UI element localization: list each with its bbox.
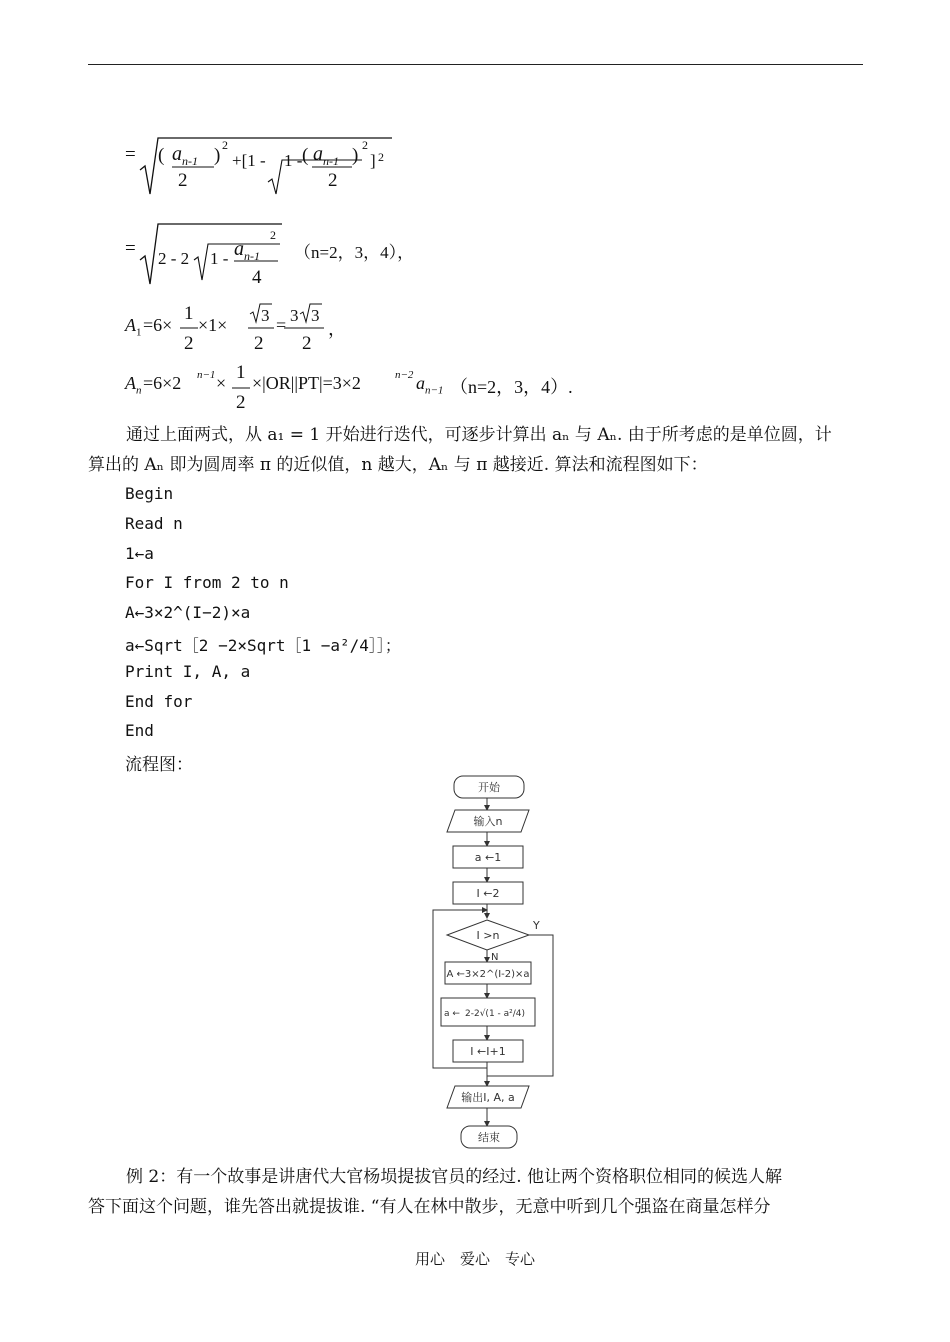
code-line: A←3×2^(I−2)×a <box>125 603 251 622</box>
flow-input: 输入n <box>473 815 503 828</box>
code-line: End <box>125 721 154 740</box>
page-footer: 用心 爱心 专心 <box>414 1250 535 1268</box>
flow-step-a-expr: 2-2√(1 - a²/4) <box>465 1009 526 1019</box>
code-line: Print I, A, a <box>125 662 251 681</box>
flow-yes: Y <box>533 919 540 932</box>
code-line: a←Sqrt［2 −2×Sqrt［1 −a²/4］］； <box>125 636 401 655</box>
code-line: Begin <box>125 484 174 503</box>
paragraph-1: 通过上面两式，从 a₁ = 1 开始进行迭代，可逐步计算出 aₙ 与 Aₙ. 由于所考虑的是单位圆，计 算出的 Aₙ 即为圆周率 π 的近似值，n 越大，Aₙ 与 π 越接近. 算法和流程图如下： <box>88 425 832 475</box>
flow-output: 输出I, A, a <box>461 1091 515 1104</box>
header-rule <box>88 64 863 65</box>
flowchart <box>425 770 565 1155</box>
flow-init-a: a ←1 <box>474 851 502 864</box>
flow-start: 开始 <box>478 781 500 794</box>
code-line: Read n <box>125 514 183 533</box>
flow-end: 结束 <box>478 1131 500 1144</box>
code-line: End for <box>125 692 193 711</box>
paragraph-2: 例 2：有一个故事是讲唐代大官杨埙提拔官员的经过. 他让两个资格职位相同的候选人解 答下面这个问题，谁先答出就提拔谁. “有人在林中散步，无意中听到几个强盗在商量怎样分 <box>88 1167 783 1217</box>
flow-condition: I >n <box>476 929 500 942</box>
code-line: 1←a <box>125 544 154 563</box>
flow-step-a-prefix: a ← <box>444 1009 460 1019</box>
code-line: For I from 2 to n <box>125 573 289 592</box>
formula-1-prefix: = <box>125 144 136 165</box>
flow-step-i: I ←I+1 <box>470 1045 506 1058</box>
flow-init-i: I ←2 <box>476 887 500 900</box>
formula-4-frac <box>230 385 254 391</box>
flow-step-A: A ←3×2^(I-2)×a <box>446 969 530 980</box>
flow-no: N <box>491 952 499 963</box>
flow-label: 流程图： <box>125 755 193 775</box>
